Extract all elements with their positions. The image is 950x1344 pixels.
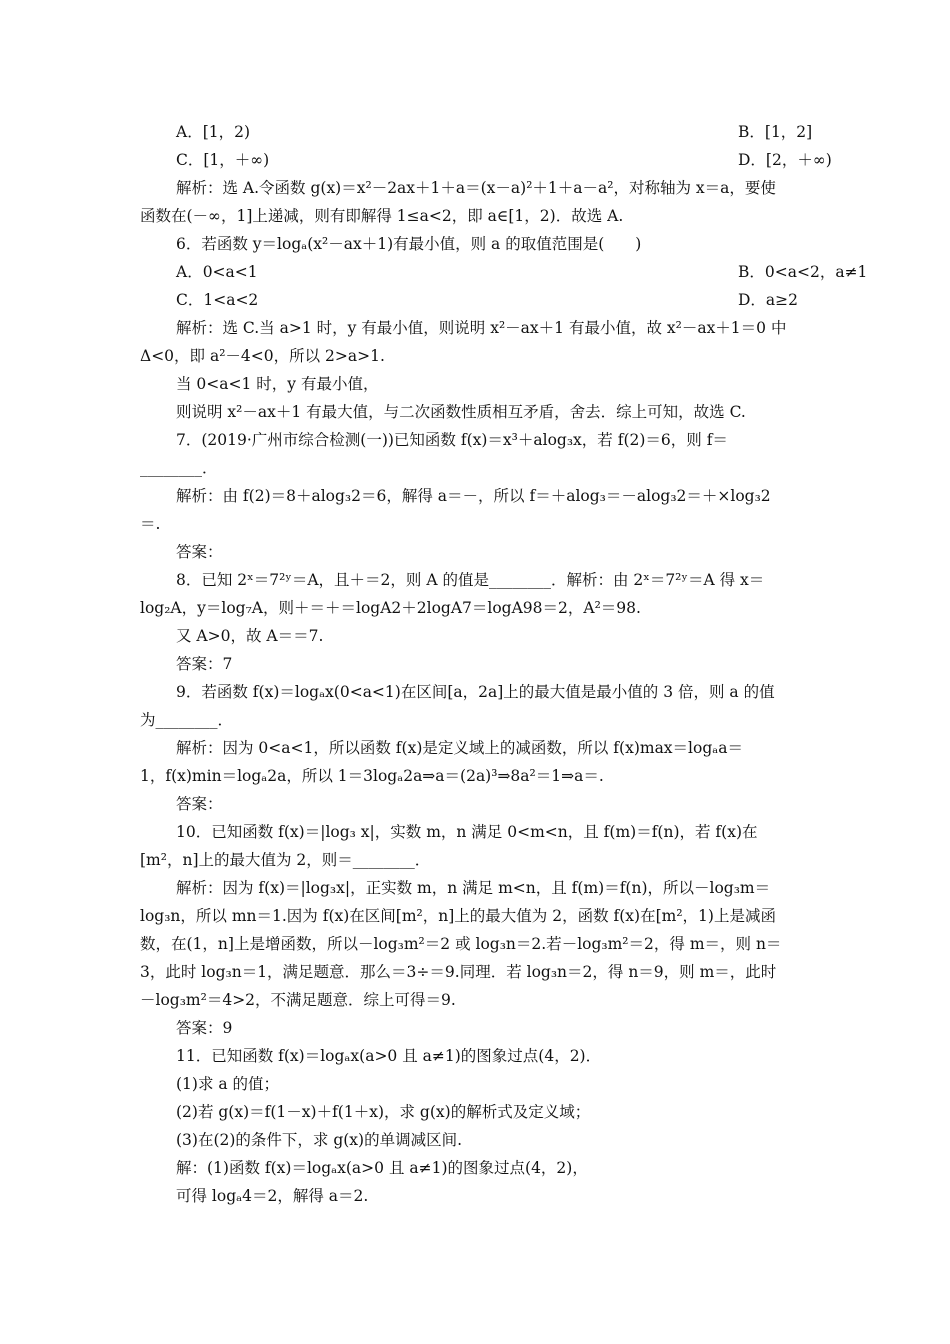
text-line: 3，此时 log₃n＝1，满足题意．那么＝3÷＝9.同理．若 log₃n＝2，得 n＝9，则 m＝，此时 [140,963,777,981]
text-line: 解：(1)函数 f(x)＝logₐx(a>0 且 a≠1)的图象过点(4，2)， [176,1159,588,1177]
text-line: Δ<0，即 a²－4<0，所以 2>a>1. [140,347,385,365]
option-d: D．a≥2 [738,291,799,309]
text-line: 则说明 x²－ax＋1 有最大值，与二次函数性质相互矛盾，舍去．综上可知，故选 C. [176,403,746,421]
text-line: －log₃m²＝4>2，不满足题意．综上可得＝9. [140,991,456,1009]
text-line: 解析：由 f(2)＝8＋alog₃2＝6，解得 a＝－，所以 f＝＋alog₃＝－alog₃2＝＋×log₃2 [176,487,771,505]
option-c: C．1<a<2 [176,291,259,309]
text-line: ________． [140,459,218,477]
text-line: ＝. [140,515,161,533]
text-line: 1，f(x)min＝logₐ2a，所以 1＝3logₐ2a⇒a＝(2a)³⇒8a²＝1⇒a＝. [140,767,604,785]
text-line: 解析：因为 0<a<1，所以函数 f(x)是定义域上的减函数，所以 f(x)max＝logₐa＝ [176,739,743,757]
option-row [176,122,816,142]
text-line: 为________． [140,711,234,729]
option-a: A．0<a<1 [176,263,258,281]
question-11: 11．已知函数 f(x)＝logₐx(a>0 且 a≠1)的图象过点(4，2)． [176,1047,602,1065]
text-line: 解析：选 C.当 a>1 时，y 有最小值，则说明 x²－ax＋1 有最小值，故 x²－ax＋1＝0 中 [176,319,787,337]
text-line: (1)求 a 的值； [176,1075,280,1093]
text-line: 函数在(－∞，1]上递减，则有即解得 1≤a<2，即 a∈[1，2)．故选 A. [140,207,624,225]
option-b: B．0<a<2，a≠1 [738,263,868,281]
text-line: 数，在(1，n]上是增函数，所以－log₃m²＝2 或 log₃n＝2.若－log₃m²＝2，得 m＝，则 n＝ [140,935,782,953]
option-a: A．[1，2) [176,123,251,141]
answer-line: 答案：9 [176,1019,233,1037]
text-line: log₃n，所以 mn＝1.因为 f(x)在区间[m²，n]上的最大值为 2，函数 f(x)在[m²，1)上是减函 [140,907,776,925]
option-row [176,262,868,282]
question-6: 6．若函数 y＝logₐ(x²－ax＋1)有最小值，则 a 的取值范围是( ) [176,235,642,253]
option-d: D．[2，＋∞) [738,151,832,169]
text-line: [m²，n]上的最大值为 2，则＝________． [140,851,431,869]
text-line: 解析：选 A.令函数 g(x)＝x²－2ax＋1＋a＝(x－a)²＋1＋a－a²，对称轴为 x＝a，要使 [176,179,776,197]
question-7: 7．(2019·广州市综合检测(一))已知函数 f(x)＝x³＋alog₃x，若 f(2)＝6，则 f＝ [176,431,728,449]
text-line: 当 0<a<1 时，y 有最小值， [176,375,379,393]
text-line: 又 A>0，故 A＝＝7. [176,627,324,645]
option-b: B．[1，2] [738,123,813,141]
question-9: 9．若函数 f(x)＝logₐx(0<a<1)在区间[a，2a]上的最大值是最小值的 3 倍，则 a 的值 [176,683,775,701]
text-line: (2)若 g(x)＝f(1－x)＋f(1＋x)，求 g(x)的解析式及定义域； [176,1103,591,1121]
option-row [176,150,832,170]
text-line: 解析：因为 f(x)＝|log₃x|，正实数 m，n 满足 m<n，且 f(m)＝f(n)，所以－log₃m＝ [176,879,771,897]
question-10: 10．已知函数 f(x)＝|log₃ x|，实数 m，n 满足 0<m<n，且 f(m)＝f(n)，若 f(x)在 [176,823,758,841]
answer-line: 答案：7 [176,655,233,673]
text-line: (3)在(2)的条件下，求 g(x)的单调减区间. [176,1131,463,1149]
text-line: log₂A，y＝log₇A，则＋＝＋＝logA2＋2logA7＝logA98＝2，A²＝98. [140,599,641,617]
option-row [176,290,816,310]
option-c: C．[1，＋∞) [176,151,270,169]
answer-line: 答案： [176,543,223,561]
answer-line: 答案： [176,795,223,813]
text-line: 可得 logₐ4＝2，解得 a＝2. [176,1187,369,1205]
question-8: 8．已知 2ˣ＝7²ʸ＝A，且＋＝2，则 A 的值是________．解析：由 2ˣ＝7²ʸ＝A 得 x＝ [176,571,765,589]
